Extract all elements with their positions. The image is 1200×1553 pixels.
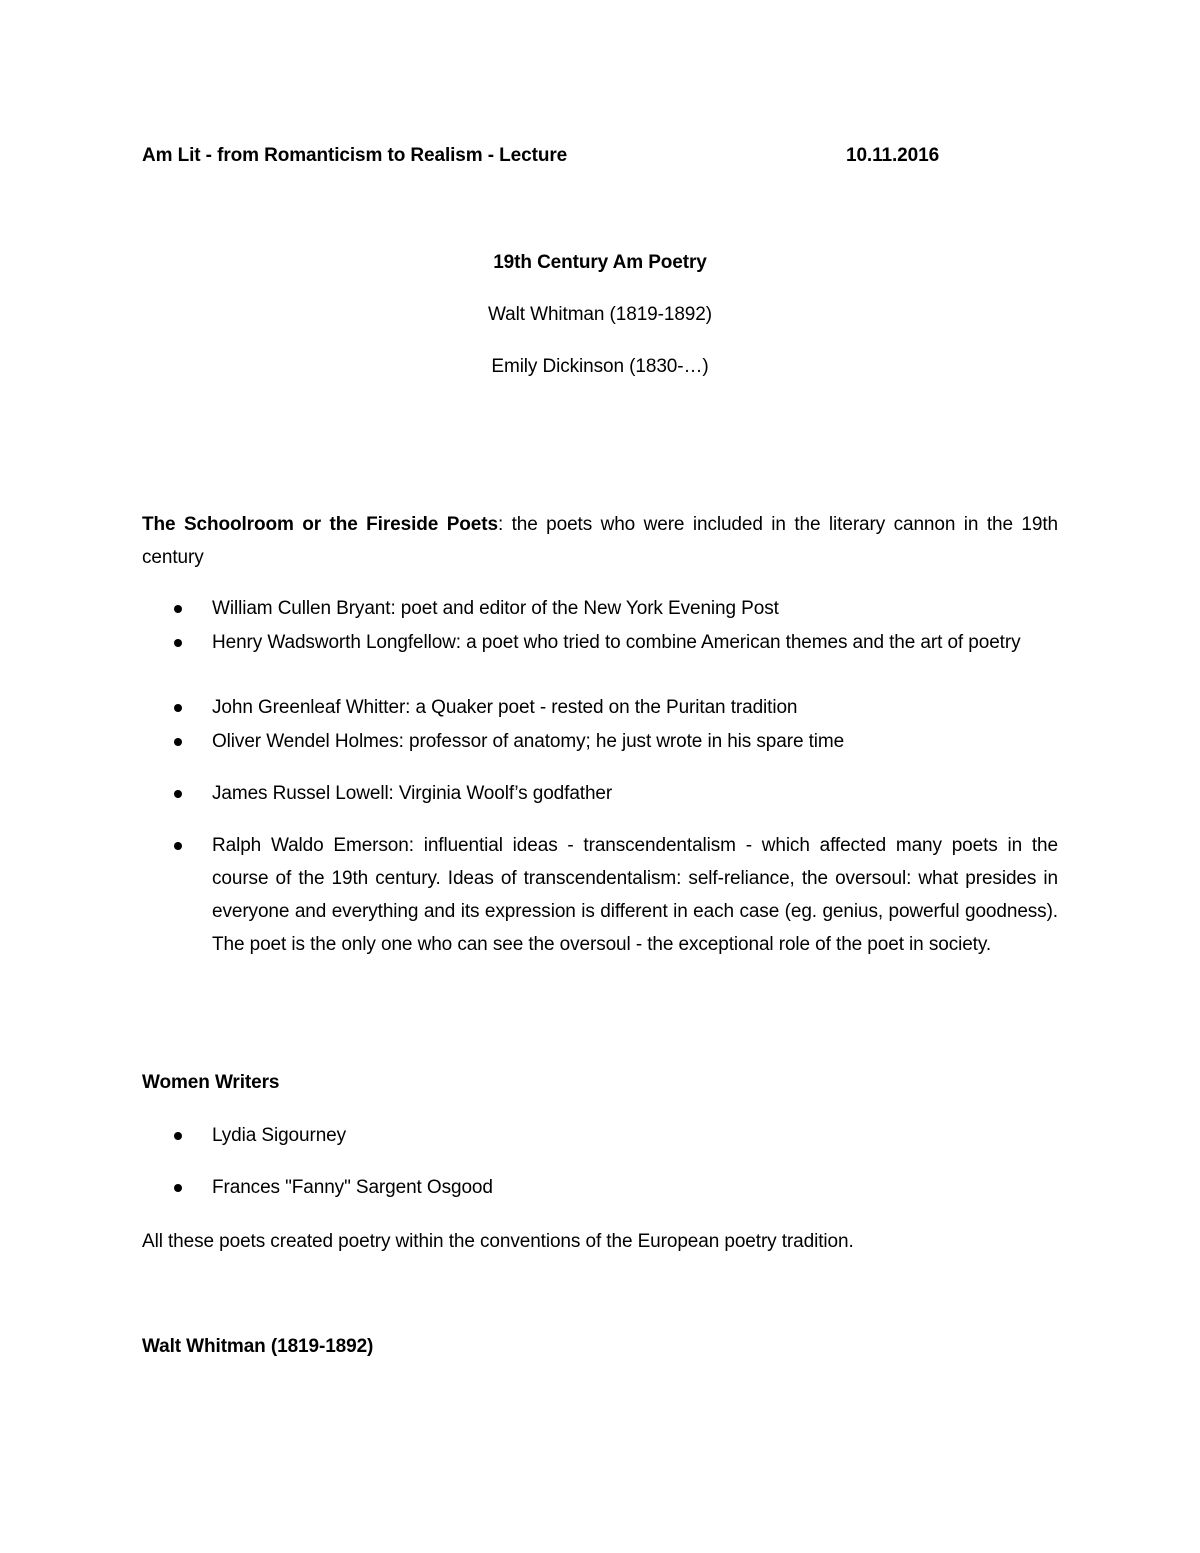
bullet-icon	[174, 704, 182, 712]
bullet-icon	[174, 1132, 182, 1140]
section-heading-whitman: Walt Whitman (1819-1892)	[142, 1336, 374, 1357]
list-item: William Cullen Bryant: poet and editor of the New York Evening Post	[212, 598, 779, 619]
list-item: Henry Wadsworth Longfellow: a poet who tried to combine American themes and the art of poetry	[212, 632, 1021, 653]
lecture-date: 10.11.2016	[846, 145, 940, 166]
list-item: Frances "Fanny" Sargent Osgood	[212, 1177, 493, 1198]
bullet-icon	[174, 842, 182, 850]
schoolroom-paragraph	[142, 508, 1058, 574]
schoolroom-term: The Schoolroom or the Fireside Poets	[142, 514, 498, 535]
list-item: James Russel Lowell: Virginia Woolf’s godfather	[212, 783, 613, 804]
list-item: John Greenleaf Whitter: a Quaker poet - rested on the Puritan tradition	[212, 697, 798, 718]
list-item: Ralph Waldo Emerson: influential ideas - transcendentalism - which affected many poets in the course of the 19th century. Ideas of transcendentalism: self-reliance, the oversoul: what presides in everyone and everything and its expression is different in each case (eg. genius, powerful goodness). The poet is the only one who can see the oversoul - the exceptional role of the poet in society.	[212, 835, 1058, 955]
intro-line-dickinson: Emily Dickinson (1830-…)	[491, 356, 709, 377]
list-item: Oliver Wendel Holmes: professor of anatomy; he just wrote in his spare time	[212, 731, 845, 752]
bullet-icon	[174, 738, 182, 746]
section-heading-women: Women Writers	[142, 1072, 280, 1093]
schoolroom-definition: : the poets who were included in the literary cannon in the 19th century	[142, 514, 1059, 568]
intro-line-whitman: Walt Whitman (1819-1892)	[488, 304, 712, 325]
bullet-icon	[174, 790, 182, 798]
lecture-title: Am Lit - from Romanticism to Realism - Lecture	[142, 145, 568, 166]
list-item: Lydia Sigourney	[212, 1125, 347, 1146]
bullet-icon	[174, 1184, 182, 1192]
bullet-icon	[174, 605, 182, 613]
bullet-icon	[174, 639, 182, 647]
women-summary: All these poets created poetry within the conventions of the European poetry tradition.	[142, 1231, 854, 1252]
section-heading-poetry: 19th Century Am Poetry	[493, 252, 707, 273]
